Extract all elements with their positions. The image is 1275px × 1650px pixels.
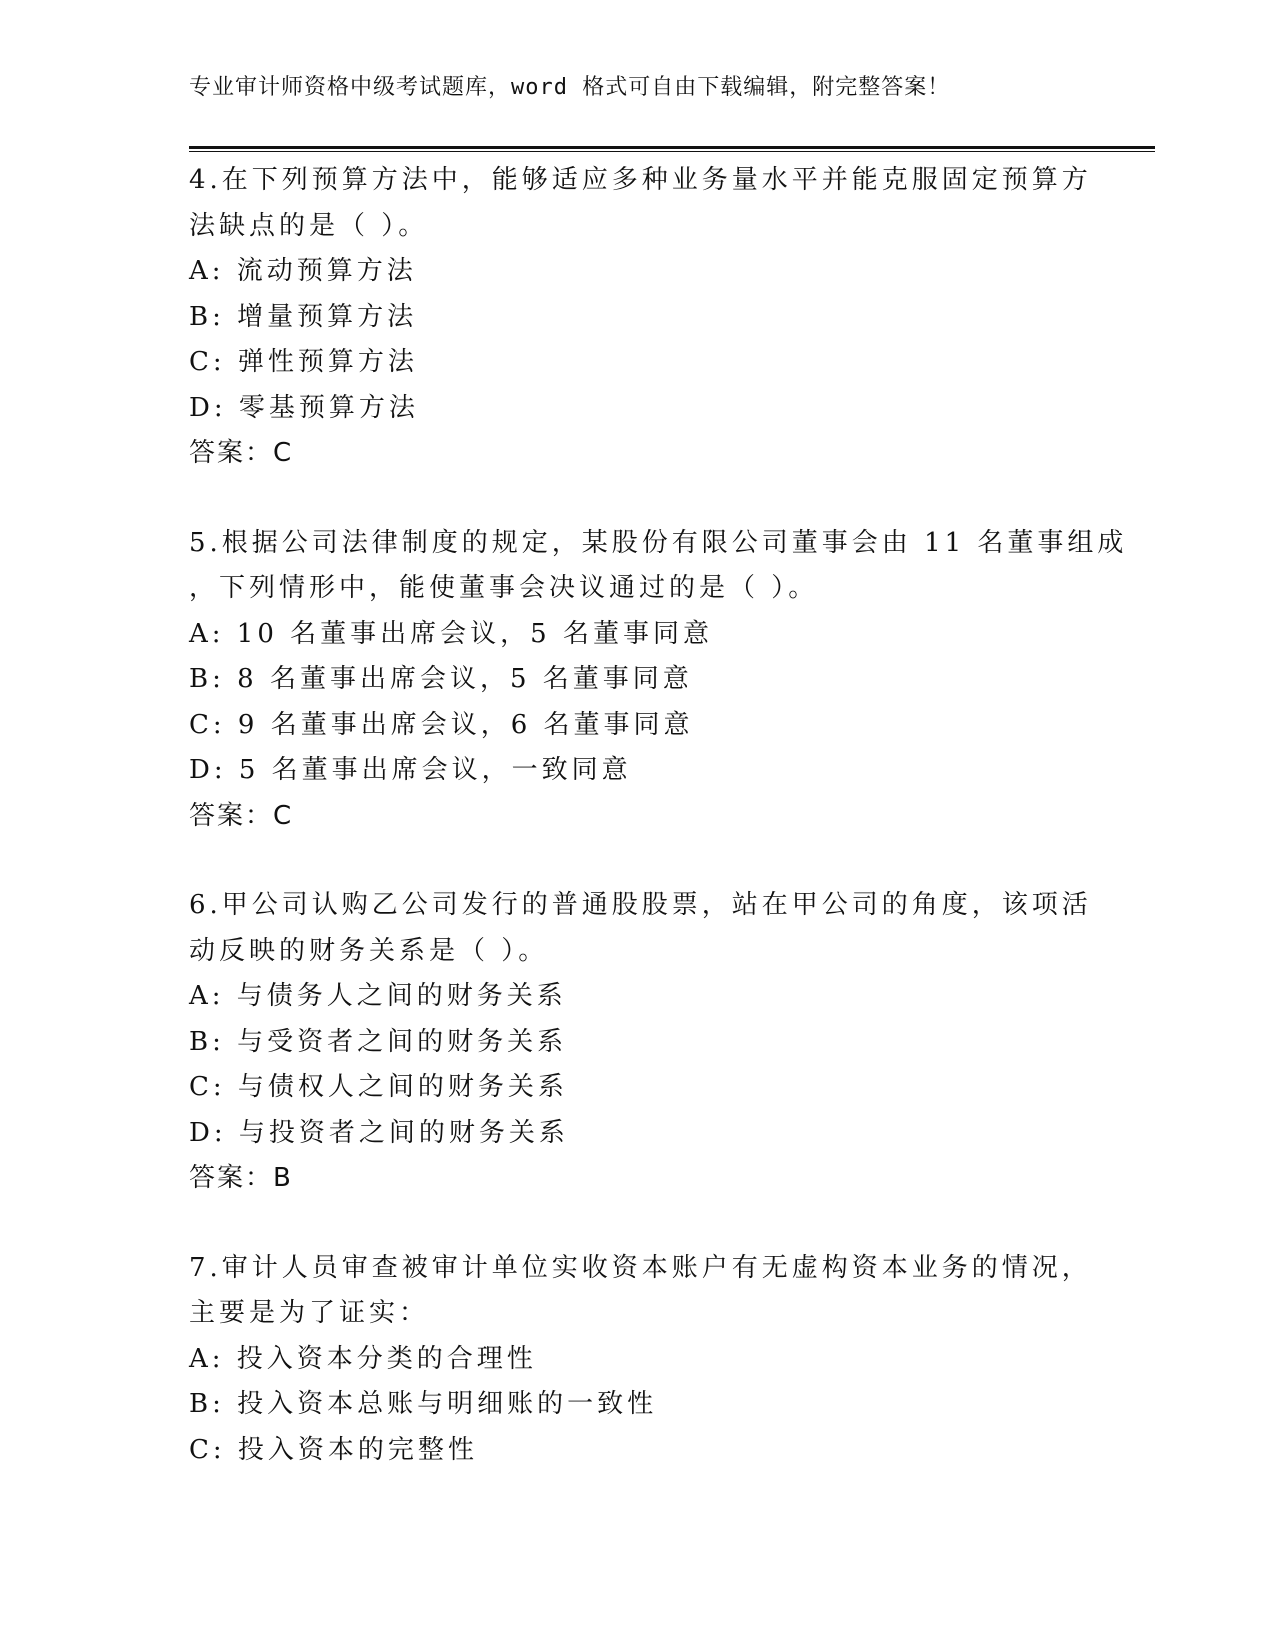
option-c: C: 与债权人之间的财务关系 (189, 1072, 568, 1102)
option-d: D: 5 名董事出席会议，一致同意 (189, 755, 632, 785)
header-rule-thin (189, 151, 1155, 152)
option-d: D: 与投资者之间的财务关系 (189, 1117, 569, 1148)
question-stem: 法缺点的是（ ）。 (189, 210, 429, 241)
option-d: D: 零基预算方法 (189, 392, 419, 423)
option-b: B: 增量预算方法 (189, 301, 418, 332)
option-a: A: 10 名董事出席会议，5 名董事同意 (189, 618, 713, 649)
page-header: 专业审计师资格中级考试题库，word 格式可自由下载编辑，附完整答案！ (189, 75, 951, 100)
option-a: A: 投入资本分类的合理性 (189, 1343, 537, 1374)
option-b: B: 投入资本总账与明细账的一致性 (189, 1389, 658, 1419)
option-c: C: 投入资本的完整性 (189, 1434, 478, 1465)
question-7 (189, 1246, 1149, 1474)
answer-text: 答案：C (189, 800, 294, 831)
question-stem: 5.根据公司法律制度的规定，某股份有限公司董事会由 11 名董事组成 (189, 527, 1128, 558)
question-6 (189, 883, 1149, 1202)
option-b: B: 与受资者之间的财务关系 (189, 1026, 568, 1057)
option-c: C: 弹性预算方法 (189, 347, 418, 377)
option-a: A: 与债务人之间的财务关系 (189, 981, 567, 1011)
header-rule-thick (189, 146, 1155, 149)
question-list (189, 158, 1149, 1517)
option-c: C: 9 名董事出席会议，6 名董事同意 (189, 709, 694, 740)
question-5 (189, 521, 1149, 840)
answer-text: 答案：B (189, 1163, 293, 1193)
question-stem: ，下列情形中，能使董事会决议通过的是（ ）。 (189, 573, 819, 603)
question-stem: 动反映的财务关系是（ ）。 (189, 935, 549, 966)
answer-text: 答案：C (189, 438, 294, 468)
question-stem: 4.在下列预算方法中，能够适应多种业务量水平并能克服固定预算方 (189, 165, 1092, 195)
option-b: B: 8 名董事出席会议，5 名董事同意 (189, 664, 693, 694)
question-stem: 7.审计人员审查被审计单位实收资本账户有无虚构资本业务的情况， (189, 1252, 1092, 1283)
question-stem: 主要是为了证实： (189, 1298, 430, 1328)
question-stem: 6.甲公司认购乙公司发行的普通股股票，站在甲公司的角度，该项活 (189, 890, 1092, 920)
question-4 (189, 158, 1149, 477)
option-a: A: 流动预算方法 (189, 256, 417, 286)
